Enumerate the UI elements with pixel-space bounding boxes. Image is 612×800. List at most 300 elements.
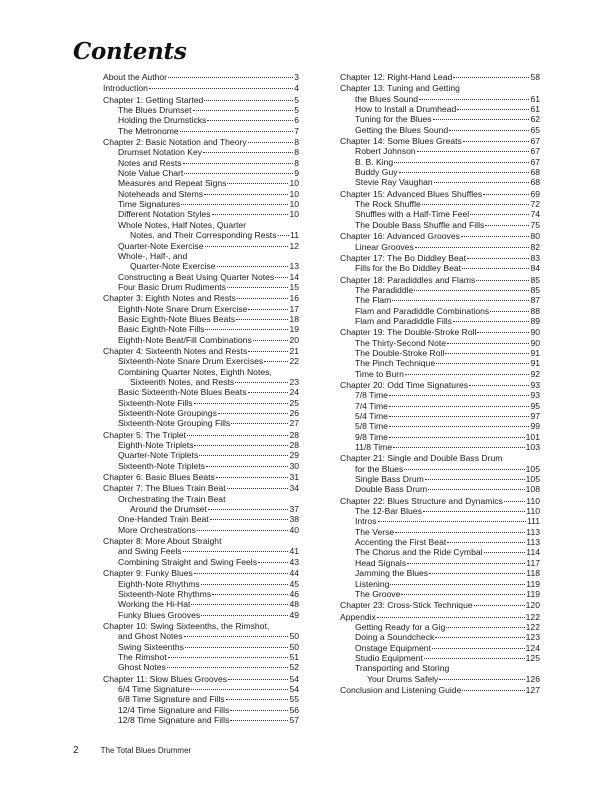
dot-leader (248, 142, 294, 143)
toc-entry-title: for the Blues (355, 463, 404, 474)
toc-entry-page: 37 (289, 504, 299, 515)
dot-leader (390, 584, 525, 585)
toc-entry (103, 536, 299, 557)
dot-leader (167, 667, 289, 668)
toc-entry (103, 115, 299, 125)
toc-entry-page: 20 (289, 334, 299, 345)
toc-entry-page: 7 (294, 125, 299, 136)
toc-entry (340, 358, 540, 368)
dot-leader (389, 416, 529, 417)
toc-entry-page: 13 (289, 261, 299, 272)
toc-entry (340, 579, 540, 589)
toc-entry-title: 11/8 Time (355, 442, 393, 453)
toc-entry-page: 5 (294, 105, 299, 116)
toc-entry (103, 642, 299, 652)
toc-entry-title: Drumset Notation Key (118, 147, 203, 158)
toc-entry-title: B. B. King (355, 156, 394, 167)
toc-entry (103, 83, 299, 93)
toc-entry-title: The Verse (355, 526, 395, 537)
toc-entry-title: Getting the Blues Sound (355, 124, 449, 135)
toc-entry (340, 275, 540, 285)
toc-entry-title: Chapter 4: Sixteenth Notes and Rests (103, 345, 248, 356)
toc-entry (340, 527, 540, 537)
toc-entry-page: 38 (289, 514, 299, 525)
toc-entry (103, 694, 299, 704)
toc-entry-page: 8 (294, 137, 299, 148)
toc-entry-page: 50 (289, 641, 299, 652)
toc-entry-page: 22 (289, 356, 299, 367)
toc-entry-title: Chapter 3: Eighth Notes and Rests (103, 293, 236, 304)
toc-entry (340, 263, 540, 273)
dot-leader (228, 679, 288, 680)
toc-entry (103, 282, 299, 292)
toc-entry-title: Eighth-Note Triplets (118, 440, 194, 451)
toc-entry (103, 557, 299, 567)
toc-entry-title-line1: Chapter 13: Tuning and Getting (340, 83, 460, 94)
toc-entry-title: Chapter 15: Advanced Blues Shuffles (340, 188, 483, 199)
toc-entry (103, 398, 299, 408)
dot-leader (210, 519, 289, 520)
dot-leader (419, 99, 529, 100)
toc-entry-title: The Rock Shuffle (355, 199, 421, 210)
dot-leader (462, 268, 529, 269)
toc-entry-title: Eighth-Note Rhythms (118, 578, 200, 589)
toc-entry-page: 126 (525, 673, 540, 684)
toc-entry (340, 442, 540, 452)
toc-entry-title: 7/4 Time (355, 400, 388, 411)
toc-entry-title: Quarter-Note Exercise (118, 240, 204, 251)
toc-entry-page: 93 (530, 379, 540, 390)
toc-entry-title: and Ghost Notes (118, 631, 183, 642)
dot-leader (203, 152, 293, 153)
toc-entry (103, 72, 299, 82)
toc-entry-title: Your Drums Safely (367, 673, 439, 684)
toc-entry-title: Note Value Chart (118, 168, 184, 179)
toc-entry-page: 29 (289, 450, 299, 461)
toc-entry-title: Chapter 16: Advanced Grooves (340, 231, 460, 242)
toc-entry-page: 67 (530, 156, 540, 167)
toc-entry (103, 293, 299, 303)
toc-entry-page: 9 (294, 168, 299, 179)
toc-entry-page: 52 (289, 662, 299, 673)
toc-entry-page: 113 (526, 537, 540, 548)
toc-entry-title-line1: Chapter 21: Single and Double Bass Drum (340, 453, 503, 464)
toc-entry (340, 285, 540, 295)
dot-leader (204, 100, 293, 101)
toc-entry-page: 87 (530, 295, 540, 306)
dot-leader (185, 647, 289, 648)
dot-leader (264, 361, 288, 362)
toc-entry-page: 56 (289, 704, 299, 715)
toc-entry-title: The Groove (355, 588, 401, 599)
toc-entry (103, 356, 299, 366)
toc-entry (340, 568, 540, 578)
toc-entry-page: 72 (530, 199, 540, 210)
toc-entry-title-line1: Whole-, Half-, and (118, 250, 188, 261)
toc-entry-page: 90 (530, 337, 540, 348)
dot-leader (393, 447, 525, 448)
page-footer (73, 745, 191, 756)
toc-entry-title: Different Notation Styles (118, 209, 211, 220)
dot-leader (227, 488, 289, 489)
dot-leader (206, 466, 289, 467)
dot-leader (183, 163, 294, 164)
dot-leader (436, 363, 529, 364)
dot-leader (201, 615, 288, 616)
toc-entry (340, 327, 540, 337)
toc-entry-page: 10 (289, 199, 299, 210)
toc-entry-title: 12/8 Time Signature and Fills (118, 714, 230, 725)
toc-entry (340, 231, 540, 241)
dot-leader (407, 563, 525, 564)
toc-entry (103, 610, 299, 620)
dot-leader (422, 204, 530, 205)
toc-entry-page: 90 (530, 327, 540, 338)
toc-entry-title: Jamming the Blues (355, 568, 429, 579)
dot-leader (184, 173, 293, 174)
toc-entry-title: Chapter 14: Some Blues Greats (340, 136, 462, 147)
dot-leader (275, 277, 288, 278)
dot-leader (457, 109, 529, 110)
toc-entry-page: 28 (289, 429, 299, 440)
toc-entry-title: Single Bass Drum (355, 474, 424, 485)
toc-entry (340, 253, 540, 263)
toc-entry (103, 599, 299, 609)
toc-entry-page: 14 (289, 271, 299, 282)
toc-entry-page: 17 (289, 303, 299, 314)
dot-leader (191, 604, 288, 605)
toc-entry (340, 516, 540, 526)
toc-entry-page: 3 (294, 72, 299, 82)
toc-entry-page: 49 (289, 609, 299, 620)
toc-entry (103, 335, 299, 345)
toc-entry-title: More Orchestrations (118, 524, 196, 535)
toc-entry (340, 83, 540, 104)
toc-entry-title: Stevie Ray Vaughan (355, 177, 433, 188)
toc-entry (340, 380, 540, 390)
dot-leader (394, 162, 529, 163)
dot-leader (484, 552, 526, 553)
toc-entry (340, 537, 540, 547)
toc-entry (340, 474, 540, 484)
dot-leader (218, 413, 289, 414)
toc-entry (340, 589, 540, 599)
toc-entry-page: 23 (289, 376, 299, 387)
toc-entry (340, 600, 540, 610)
toc-entry (340, 401, 540, 411)
toc-entry (103, 514, 299, 524)
toc-entry-title-line1: Combining Quarter Notes, Eighth Notes, (118, 366, 272, 377)
dot-leader (248, 392, 289, 393)
toc-entry-title: Double Bass Drum (355, 484, 428, 495)
toc-entry (340, 104, 540, 114)
toc-entry-page: 48 (289, 599, 299, 610)
toc-entry-page: 43 (289, 556, 299, 567)
toc-entry-page: 57 (289, 714, 299, 725)
dot-leader (237, 298, 289, 299)
toc-entry-page: 105 (525, 463, 540, 474)
toc-entry-title: Swing Sixteenths (118, 641, 184, 652)
toc-entry-page: 99 (530, 421, 540, 432)
toc-entry (103, 158, 299, 168)
toc-entry-page: 10 (289, 209, 299, 220)
toc-entry-title: The Pinch Technique (355, 358, 436, 369)
toc-entry-title: Intros (355, 516, 377, 527)
toc-entry (103, 662, 299, 672)
toc-entry (340, 220, 540, 230)
toc-entry-title: Buddy Guy (355, 167, 398, 178)
toc-entry-title: The Metronome (118, 125, 179, 136)
toc-entry-page: 108 (525, 484, 540, 495)
toc-entry-page: 82 (530, 241, 540, 252)
dot-leader (423, 511, 525, 512)
dot-leader (463, 141, 530, 142)
toc-entry-page: 110 (526, 506, 540, 517)
toc-entry (340, 306, 540, 316)
dot-leader (194, 445, 288, 446)
toc-entry-page: 122 (525, 611, 540, 622)
toc-entry (103, 126, 299, 136)
dot-leader (226, 699, 289, 700)
toc-entry-title: Chapter 5: The Triplet (103, 429, 186, 440)
toc-entry-page: 91 (530, 358, 540, 369)
toc-entry (103, 621, 299, 642)
toc-entry-page: 67 (530, 146, 540, 157)
toc-entry-page: 54 (289, 673, 299, 684)
toc-entry (103, 168, 299, 178)
dot-leader (414, 290, 529, 291)
dot-leader (248, 309, 288, 310)
toc-entry-title: Flam and Paradiddle Fills (355, 315, 452, 326)
toc-entry-title: Getting Ready for a Gig (355, 621, 446, 632)
toc-entry-title: The Flam (355, 295, 392, 306)
page-number: 2 (73, 745, 79, 756)
dot-leader (470, 214, 529, 215)
toc-entry-page: 46 (289, 588, 299, 599)
dot-leader (231, 423, 288, 424)
dot-leader (435, 637, 524, 638)
toc-entry (340, 506, 540, 516)
dot-leader (477, 332, 529, 333)
dot-leader (446, 627, 524, 628)
toc-entry-page: 75 (530, 219, 540, 230)
toc-entry-title: Combining Straight and Swing Feels (118, 556, 258, 567)
toc-entry-page: 80 (530, 231, 540, 242)
dot-leader (191, 689, 288, 690)
toc-entry (103, 450, 299, 460)
dot-leader (485, 225, 529, 226)
dot-leader (389, 426, 529, 427)
toc-entry-page: 8 (294, 147, 299, 158)
toc-entry-page: 122 (525, 621, 540, 632)
dot-leader (184, 636, 289, 637)
toc-entry-page: 91 (530, 347, 540, 358)
toc-entry (340, 484, 540, 494)
toc-entry-page: 68 (530, 167, 540, 178)
toc-entry-page: 19 (289, 324, 299, 335)
toc-entry (340, 421, 540, 431)
dot-leader (389, 406, 529, 407)
toc-entry (340, 453, 540, 474)
toc-entry-title: Onstage Equipment (355, 642, 431, 653)
toc-entry-title: The 12-Bar Blues (355, 506, 422, 517)
toc-entry-title: Appendix (340, 611, 376, 622)
toc-entry (103, 472, 299, 482)
toc-entry-page: 95 (530, 400, 540, 411)
toc-entry-page: 65 (530, 124, 540, 135)
toc-entry-title: Chapter 7: The Blues Train Beat (103, 483, 226, 494)
dot-leader (230, 720, 288, 721)
toc-entry-page: 85 (530, 274, 540, 285)
toc-entry-title: Chapter 2: Basic Notation and Theory (103, 137, 247, 148)
dot-leader (504, 501, 525, 502)
toc-entry-page: 5 (294, 94, 299, 105)
toc-entry-title: Basic Eighth-Note Fills (118, 324, 205, 335)
dot-leader (248, 351, 288, 352)
toc-entry-page: 28 (289, 440, 299, 451)
toc-entry-title-line1: Transporting and Storing (355, 663, 450, 674)
dot-leader (227, 287, 289, 288)
toc-entry-page: 114 (526, 547, 540, 558)
dot-leader (447, 542, 525, 543)
toc-entry-page: 93 (530, 390, 540, 401)
toc-entry-title: Quarter-Note Exercise (130, 261, 216, 272)
toc-entry-title: The Double Bass Shuffle and Fills (355, 219, 485, 230)
toc-entry (103, 579, 299, 589)
dot-leader (474, 605, 525, 606)
toc-entry (340, 316, 540, 326)
toc-entry-title: Listening (355, 578, 390, 589)
toc-entry-page: 25 (289, 397, 299, 408)
dot-leader (389, 395, 529, 396)
toc-entry (340, 622, 540, 632)
toc-entry (103, 483, 299, 493)
dot-leader (181, 204, 288, 205)
dot-leader (490, 311, 529, 312)
dot-leader (392, 300, 529, 301)
toc-entry (103, 705, 299, 715)
toc-entry (103, 251, 299, 272)
toc-entry-title: 5/8 Time (355, 421, 388, 432)
dot-leader (230, 710, 288, 711)
toc-entry (340, 136, 540, 146)
toc-entry-page: 61 (530, 104, 540, 115)
toc-entry-title: How to Install a Drumhead (355, 104, 457, 115)
toc-entry-page: 97 (530, 411, 540, 421)
toc-entry-title: Ghost Notes (118, 662, 166, 673)
toc-entry (340, 369, 540, 379)
toc-entry-title: Noteheads and Stems (118, 188, 204, 199)
toc-entry-title: 5/4 Time (355, 411, 388, 421)
dot-leader (212, 594, 288, 595)
toc-entry-page: 69 (530, 188, 540, 199)
toc-entry (103, 387, 299, 397)
toc-entry-title: Chapter 22: Blues Structure and Dynamics (340, 495, 503, 506)
dot-leader (204, 194, 288, 195)
toc-entry-page: 21 (289, 345, 299, 356)
toc-entry (103, 494, 299, 515)
toc-entry-title: Flam and Paradiddle Combinations (355, 305, 490, 316)
dot-leader (432, 648, 525, 649)
toc-entry-title: Chapter 1: Getting Started (103, 94, 204, 105)
dot-leader (187, 435, 288, 436)
toc-entry-page: 119 (526, 588, 540, 599)
toc-entry (340, 167, 540, 177)
toc-entry-page: 67 (530, 136, 540, 147)
dot-leader (449, 130, 529, 131)
toc-entry-title: Quarter-Note Triplets (118, 450, 199, 461)
toc-entry-title: Notes and Rests (118, 157, 182, 168)
toc-entry-page: 26 (289, 408, 299, 418)
toc-entry-title: 9/8 Time (355, 431, 388, 442)
toc-entry (340, 189, 540, 199)
dot-leader (207, 120, 293, 121)
toc-entry (103, 209, 299, 219)
toc-entry-page: 10 (289, 178, 299, 189)
toc-entry-title: Accenting the First Beat (355, 537, 447, 548)
toc-entry-title: Four Basic Drum Rudiments (118, 281, 226, 292)
dot-leader (194, 573, 289, 574)
toc-entry-title-line1: Whole Notes, Half Notes, Quarter (118, 219, 246, 230)
toc-entry-title: Chapter 11: Slow Blues Grooves (103, 673, 228, 684)
toc-entry (340, 432, 540, 442)
dot-leader (395, 532, 525, 533)
toc-entry-title: Fills for the Bo Diddley Beat (355, 263, 462, 274)
toc-entry-title: Chapter 12: Right-Hand Lead (340, 72, 453, 82)
toc-entry-page: 89 (530, 315, 540, 326)
toc-entry (340, 125, 540, 135)
toc-entry-page: 15 (289, 281, 299, 292)
toc-entry-title: The Double-Stroke Roll (355, 347, 445, 358)
toc-entry-title: The Paradiddle (355, 284, 414, 295)
toc-entry (103, 220, 299, 241)
toc-entry-page: 74 (530, 209, 540, 220)
toc-entry (340, 146, 540, 156)
toc-entry-title: One-Handed Train Beat (118, 514, 209, 525)
toc-entry-title: 6/8 Time Signature and Fills (118, 694, 225, 705)
dot-leader (236, 319, 288, 320)
toc-entry-title: The Thirty-Second Note (355, 337, 447, 348)
toc-entry-title: Shuffles with a Half-Time Feel (355, 209, 470, 220)
toc-entry-page: 30 (289, 460, 299, 471)
dot-leader (483, 194, 529, 195)
dot-leader (476, 280, 529, 281)
dot-leader (205, 329, 288, 330)
toc-entry (340, 390, 540, 400)
toc-entry-page: 101 (525, 431, 540, 442)
toc-entry (103, 684, 299, 694)
toc-entry-title: Sixteenth Notes, and Rests (130, 376, 235, 387)
toc-entry-page: 54 (289, 683, 299, 694)
toc-entry (103, 440, 299, 450)
toc-entry (340, 209, 540, 219)
toc-entry-page: 41 (289, 546, 299, 557)
toc-entry (103, 408, 299, 418)
toc-entry-page: 83 (530, 252, 540, 263)
book-title: The Total Blues Drummer (100, 746, 192, 755)
toc-entry-page: 123 (525, 632, 540, 643)
toc-entry-page: 24 (289, 387, 299, 398)
toc-entry-title-line1: Chapter 10: Swing Sixteenths, the Rimshot, (103, 620, 270, 631)
toc-entry (103, 346, 299, 356)
dot-leader (445, 353, 529, 354)
toc-entry-title: Chapter 6: Basic Blues Beats (103, 472, 215, 483)
toc-column-left (103, 72, 299, 725)
toc-entry-page: 8 (294, 157, 299, 168)
dot-leader (439, 679, 524, 680)
dot-leader (199, 455, 288, 456)
toc-entry-page: 85 (530, 284, 540, 295)
